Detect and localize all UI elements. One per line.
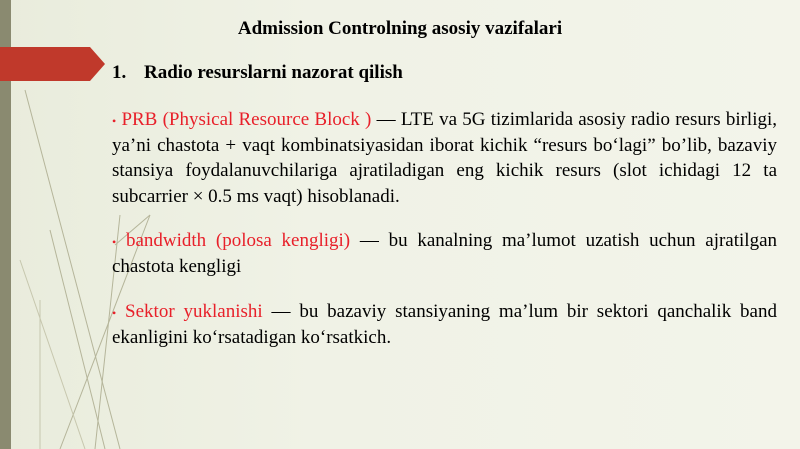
section-heading <box>112 62 403 84</box>
bullet-paragraph-1 <box>112 107 777 209</box>
bullet-term: bandwidth (polosa kengligi) <box>125 230 351 251</box>
bullet-term: Sektor yuklanishi <box>125 301 263 322</box>
bullet-term: PRB (Physical Resource Block ) <box>121 109 372 130</box>
section-label: Radio resurslarni nazorat qilish <box>144 62 403 83</box>
bullet-text: — bu bazaviy stansiyaning ma’lum bir sektori qanchalik band ekanligini ko‘rsatadigan ko‘rsatkich. <box>112 301 777 348</box>
section-number: 1. <box>112 62 127 83</box>
red-arrow-shape <box>0 47 105 81</box>
bullet-icon: • <box>112 306 117 320</box>
bullet-icon: • <box>112 235 117 249</box>
bullet-icon: • <box>112 114 117 128</box>
bullet-paragraph-3 <box>112 299 777 350</box>
slide-title: Admission Controlning asosiy vazifalari <box>237 18 563 39</box>
bullet-text: — bu kanalning ma’lumot uzatish uchun ajratilgan chastota kengligi <box>112 230 778 277</box>
bullet-paragraph-2 <box>112 228 777 279</box>
bullet-text: — LTE va 5G tizimlarida asosiy radio resurs birligi, ya’ni chastota + vaqt kombinatsiyasidan iborat kichik “resurs bo‘lagi” bo’lib, bazaviy stansiya foydalanuvchilariga ajratiladigan eng kichik resurs (slot ichidagi 12 ta subcarrier × 0.5 ms vaqt) hisoblanadi. <box>112 109 778 207</box>
